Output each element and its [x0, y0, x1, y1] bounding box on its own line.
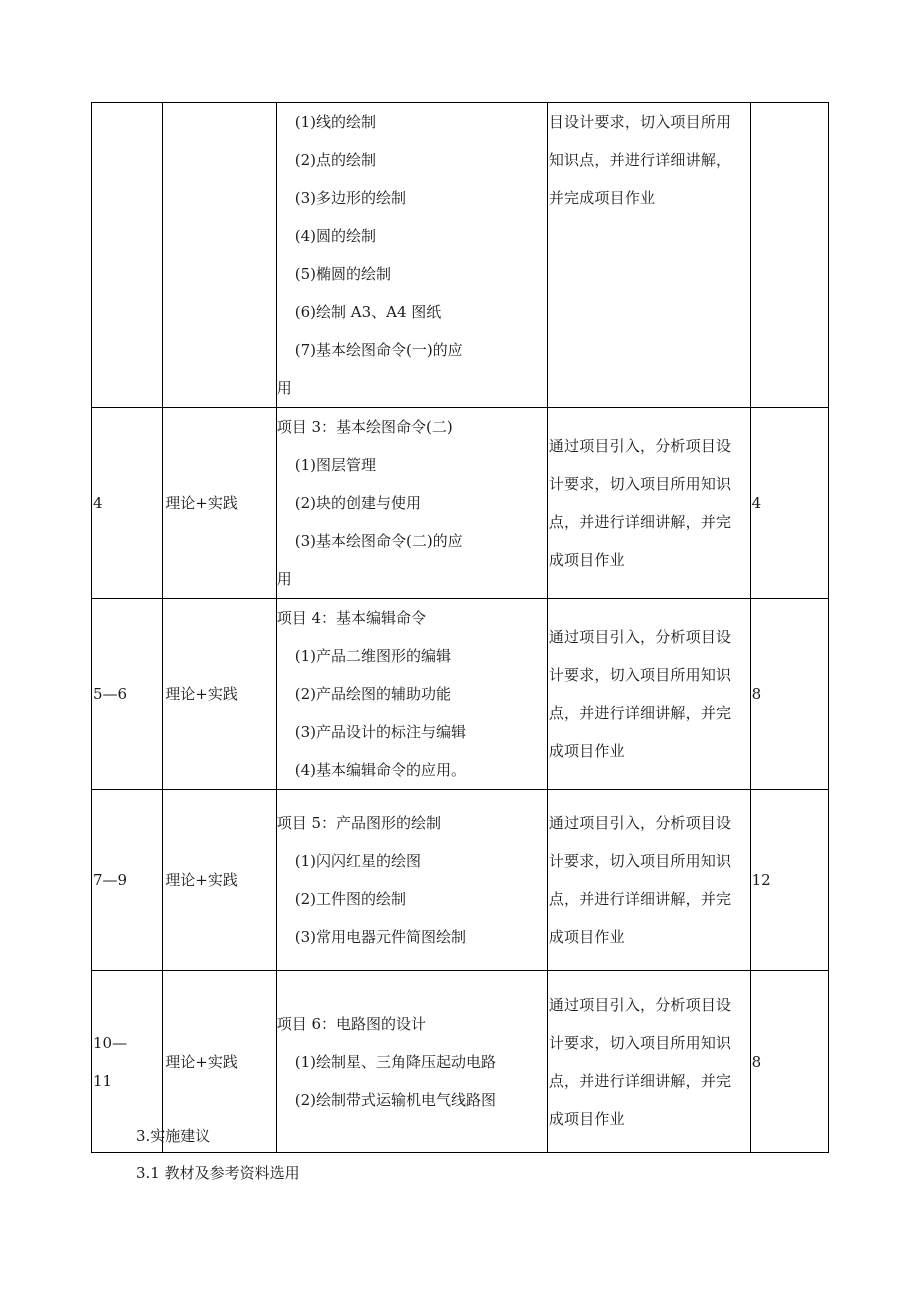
section-heading-3: 3.实施建议 — [136, 1127, 211, 1145]
content-item: (7)基本绘图命令(一)的应 — [294, 341, 463, 359]
method-line: 通过项目引入，分析项目设 — [548, 628, 732, 646]
table-row — [92, 790, 829, 971]
method-line: 计要求，切入项目所用知识 — [548, 852, 732, 870]
content-item: (1)闪闪红星的绘图 — [294, 852, 421, 870]
type-cell: 理论+实践 — [163, 599, 276, 790]
project-title: 项目 3：基本绘图命令(二) — [276, 418, 453, 436]
type-cell: 理论+实践 — [163, 408, 276, 599]
method-cell — [547, 790, 750, 971]
content-cell — [276, 971, 547, 1153]
project-title: 项目 5：产品图形的绘制 — [276, 814, 442, 832]
hours-cell: 12 — [750, 790, 828, 971]
hours-cell — [750, 103, 828, 408]
curriculum-table — [91, 102, 829, 1153]
method-line: 成项目作业 — [548, 1109, 625, 1128]
week-cell: 7—9 — [92, 790, 163, 971]
method-line: 计要求，切入项目所用知识 — [548, 1033, 732, 1052]
content-cell — [276, 103, 547, 408]
content-cell — [276, 790, 547, 971]
method-line: 知识点，并进行详细讲解， — [548, 151, 732, 169]
hours-cell: 8 — [750, 971, 828, 1153]
content-item: (4)圆的绘制 — [294, 227, 376, 245]
type-cell: 理论+实践 — [163, 971, 276, 1153]
method-line: 点，并进行详细讲解，并完 — [548, 704, 732, 722]
content-item: (3)基本绘图命令(二)的应 — [294, 532, 463, 550]
week-cell: 5—6 — [92, 599, 163, 790]
section-heading-3-1: 3.1 教材及参考资料选用 — [136, 1164, 300, 1182]
content-item-continuation: 用 — [276, 570, 292, 588]
hours-cell: 8 — [750, 599, 828, 790]
content-cell — [276, 599, 547, 790]
method-line: 成项目作业 — [548, 928, 625, 946]
method-line: 计要求，切入项目所用知识 — [548, 475, 732, 493]
table-row — [92, 599, 829, 790]
method-line: 成项目作业 — [548, 551, 625, 569]
method-cell — [547, 599, 750, 790]
content-item-continuation: 用 — [276, 379, 292, 397]
type-cell — [163, 103, 276, 408]
project-title: 项目 4：基本编辑命令 — [276, 609, 427, 627]
content-item: (2)绘制带式运输机电气线路图 — [294, 1090, 496, 1109]
content-item: (3)常用电器元件简图绘制 — [294, 928, 466, 946]
content-item: (6)绘制 A3、A4 图纸 — [294, 303, 442, 321]
method-line: 计要求，切入项目所用知识 — [548, 666, 732, 684]
method-cell — [547, 971, 750, 1153]
content-item: (1)图层管理 — [294, 456, 376, 474]
method-cell — [547, 408, 750, 599]
method-line: 目设计要求，切入项目所用 — [548, 113, 732, 131]
method-line: 通过项目引入，分析项目设 — [548, 995, 732, 1014]
method-line: 通过项目引入，分析项目设 — [548, 437, 732, 455]
content-item: (2)工件图的绘制 — [294, 890, 406, 908]
hours-cell: 4 — [750, 408, 828, 599]
method-line: 点，并进行详细讲解，并完 — [548, 1071, 732, 1090]
content-item: (4)基本编辑命令的应用。 — [294, 761, 466, 779]
method-line: 通过项目引入，分析项目设 — [548, 814, 732, 832]
week-cell: 10— 11 — [92, 971, 163, 1153]
method-cell — [547, 103, 750, 408]
content-item: (1)产品二维图形的编辑 — [294, 647, 451, 665]
type-cell: 理论+实践 — [163, 790, 276, 971]
method-line: 并完成项目作业 — [548, 189, 656, 207]
week-cell: 4 — [92, 408, 163, 599]
content-item: (1)绘制星、三角降压起动电路 — [294, 1052, 496, 1071]
content-item: (5)椭圆的绘制 — [294, 265, 391, 283]
content-item: (3)产品设计的标注与编辑 — [294, 723, 466, 741]
project-title: 项目 6：电路图的设计 — [276, 1014, 427, 1033]
method-line: 成项目作业 — [548, 742, 625, 760]
content-item: (2)块的创建与使用 — [294, 494, 421, 512]
content-item: (2)点的绘制 — [294, 151, 376, 169]
content-cell — [276, 408, 547, 599]
content-item: (1)线的绘制 — [294, 113, 376, 131]
content-item: (3)多边形的绘制 — [294, 189, 406, 207]
week-cell — [92, 103, 163, 408]
method-line: 点，并进行详细讲解，并完 — [548, 890, 732, 908]
table-row — [92, 408, 829, 599]
table-row — [92, 103, 829, 408]
content-item: (2)产品绘图的辅助功能 — [294, 685, 451, 703]
method-line: 点，并进行详细讲解，并完 — [548, 513, 732, 531]
